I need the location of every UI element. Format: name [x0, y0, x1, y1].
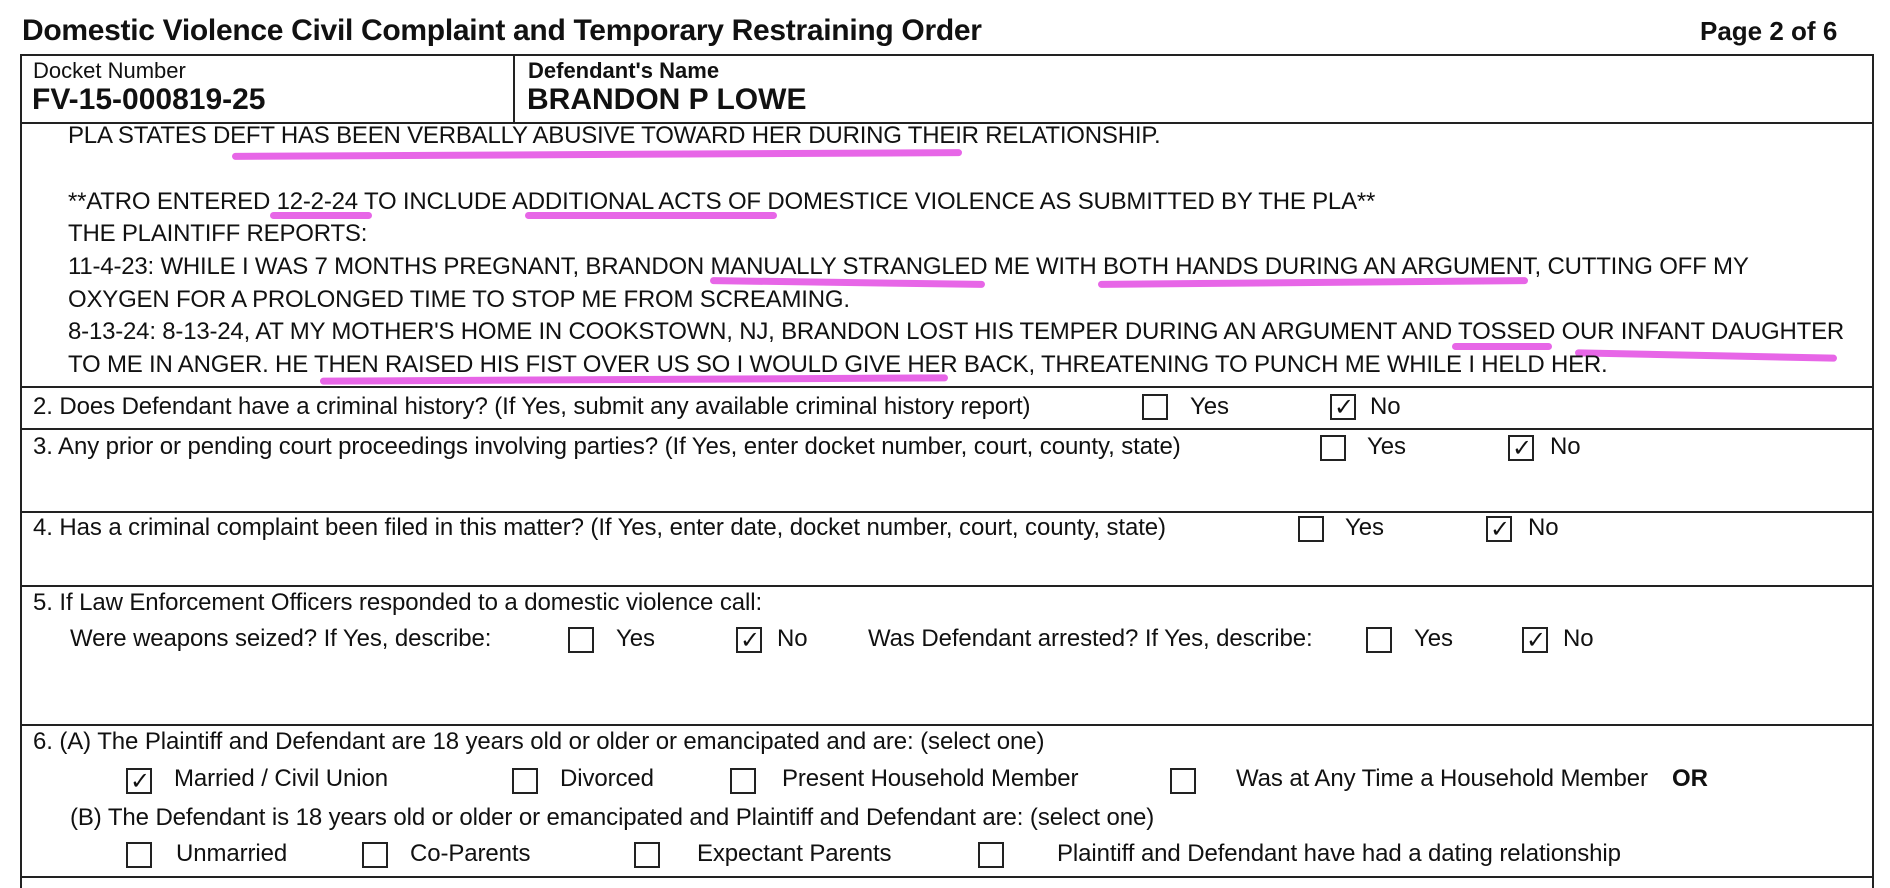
narrative-line: 8-13-24: 8-13-24, AT MY MOTHER'S HOME IN COOKSTOWN, NJ, BRANDON LOST HIS TEMPER DURING AN ARGUMENT AND TOSSED OUR INFANT DAUGHTER — [68, 318, 1845, 345]
narrative-line: **ATRO ENTERED 12-2-24 TO INCLUDE ADDITIONAL ACTS OF DOMESTICE VIOLENCE AS SUBMITTED BY THE PLA** — [68, 188, 1376, 215]
narrative-line: 11-4-23: WHILE I WAS 7 MONTHS PREGNANT, BRANDON MANUALLY STRANGLED ME WITH BOTH HANDS DURING AN ARGUMENT, CUTTING OFF MY — [68, 253, 1749, 280]
criminal-history-no-checkbox[interactable] — [1330, 394, 1356, 420]
defendant-arrested-yes-label: Yes — [1414, 625, 1453, 652]
dating-relationship-label: Plaintiff and Defendant have had a dating relationship — [1057, 840, 1621, 867]
weapons-seized-no-checkbox[interactable] — [736, 627, 762, 653]
divorced-label: Divorced — [560, 765, 654, 792]
defendant-arrested-no-checkbox[interactable] — [1522, 627, 1548, 653]
unmarried-checkbox[interactable] — [126, 842, 152, 868]
prior-proceedings-yes-checkbox[interactable] — [1320, 435, 1346, 461]
criminal-complaint-yes-label: Yes — [1345, 514, 1384, 541]
weapons-seized-no-label: No — [777, 625, 808, 652]
question-relationship-a: 6. (A) The Plaintiff and Defendant are 18 years old or older or emancipated and are: (select one) — [33, 728, 1045, 755]
rule-after-q4 — [20, 585, 1874, 587]
rule-after-q3 — [20, 511, 1874, 513]
defendant-arrested-yes-checkbox[interactable] — [1366, 627, 1392, 653]
question-criminal-complaint: 4. Has a criminal complaint been filed in this matter? (If Yes, enter date, docket number, court, county, state) — [33, 514, 1166, 541]
rule-docket-divider — [513, 54, 515, 124]
narrative-line: OXYGEN FOR A PROLONGED TIME TO STOP ME FROM SCREAMING. — [68, 286, 850, 313]
defendant-name: BRANDON P LOWE — [527, 83, 807, 116]
divorced-checkbox[interactable] — [512, 768, 538, 794]
prior-proceedings-no-checkbox[interactable] — [1508, 435, 1534, 461]
narrative-line: THE PLAINTIFF REPORTS: — [68, 220, 368, 247]
rule-after-q5 — [20, 724, 1874, 726]
criminal-history-yes-checkbox[interactable] — [1142, 394, 1168, 420]
criminal-complaint-no-label: No — [1528, 514, 1559, 541]
former-household-member-label: Was at Any Time a Household Member — [1236, 765, 1648, 792]
defendant-arrested-label: Was Defendant arrested? If Yes, describe: — [868, 625, 1313, 652]
defendant-arrested-no-label: No — [1563, 625, 1594, 652]
or-label: OR — [1672, 765, 1708, 792]
docket-label: Docket Number — [33, 58, 186, 83]
married-civil-union-label: Married / Civil Union — [174, 765, 388, 792]
weapons-seized-label: Were weapons seized? If Yes, describe: — [70, 625, 492, 652]
rule-after-q6 — [20, 876, 1874, 878]
prior-proceedings-yes-label: Yes — [1367, 433, 1406, 460]
rule-right — [1872, 54, 1874, 888]
present-household-member-checkbox[interactable] — [730, 768, 756, 794]
rule-left — [20, 54, 22, 888]
question-criminal-history: 2. Does Defendant have a criminal history? (If Yes, submit any available criminal history report) — [33, 393, 1031, 420]
criminal-history-yes-label: Yes — [1190, 393, 1229, 420]
highlight-mark — [232, 149, 962, 160]
weapons-seized-yes-checkbox[interactable] — [568, 627, 594, 653]
weapons-seized-yes-label: Yes — [616, 625, 655, 652]
criminal-history-no-label: No — [1370, 393, 1401, 420]
narrative-line: TO ME IN ANGER. HE THEN RAISED HIS FIST OVER US SO I WOULD GIVE HER BACK, THREATENING TO PUNCH ME WHILE I HELD HER. — [68, 351, 1608, 378]
question-law-enforcement: 5. If Law Enforcement Officers responded to a domestic violence call: — [33, 589, 763, 616]
co-parents-label: Co-Parents — [410, 840, 531, 867]
question-relationship-b: (B) The Defendant is 18 years old or older or emancipated and Plaintiff and Defendant are: (select one) — [70, 804, 1155, 831]
present-household-member-label: Present Household Member — [782, 765, 1079, 792]
defendant-label: Defendant's Name — [528, 58, 720, 83]
docket-number: FV-15-000819-25 — [32, 83, 266, 116]
prior-proceedings-no-label: No — [1550, 433, 1581, 460]
unmarried-label: Unmarried — [176, 840, 288, 867]
criminal-complaint-yes-checkbox[interactable] — [1298, 516, 1324, 542]
highlight-mark — [1575, 349, 1837, 361]
co-parents-checkbox[interactable] — [362, 842, 388, 868]
form-title: Domestic Violence Civil Complaint and Temporary Restraining Order — [22, 14, 982, 47]
rule-after-q2 — [20, 428, 1874, 430]
criminal-complaint-no-checkbox[interactable] — [1486, 516, 1512, 542]
question-prior-proceedings: 3. Any prior or pending court proceedings involving parties? (If Yes, enter docket number, court, county, state) — [33, 433, 1181, 460]
rule-after-narrative — [20, 386, 1874, 388]
former-household-member-checkbox[interactable] — [1170, 768, 1196, 794]
narrative-line: PLA STATES DEFT HAS BEEN VERBALLY ABUSIVE TOWARD HER DURING THEIR RELATIONSHIP. — [68, 122, 1161, 149]
page-number: Page 2 of 6 — [1700, 16, 1838, 46]
rule-top — [20, 54, 1874, 56]
expectant-parents-label: Expectant Parents — [697, 840, 892, 867]
dating-relationship-checkbox[interactable] — [978, 842, 1004, 868]
married-civil-union-checkbox[interactable] — [126, 768, 152, 794]
expectant-parents-checkbox[interactable] — [634, 842, 660, 868]
